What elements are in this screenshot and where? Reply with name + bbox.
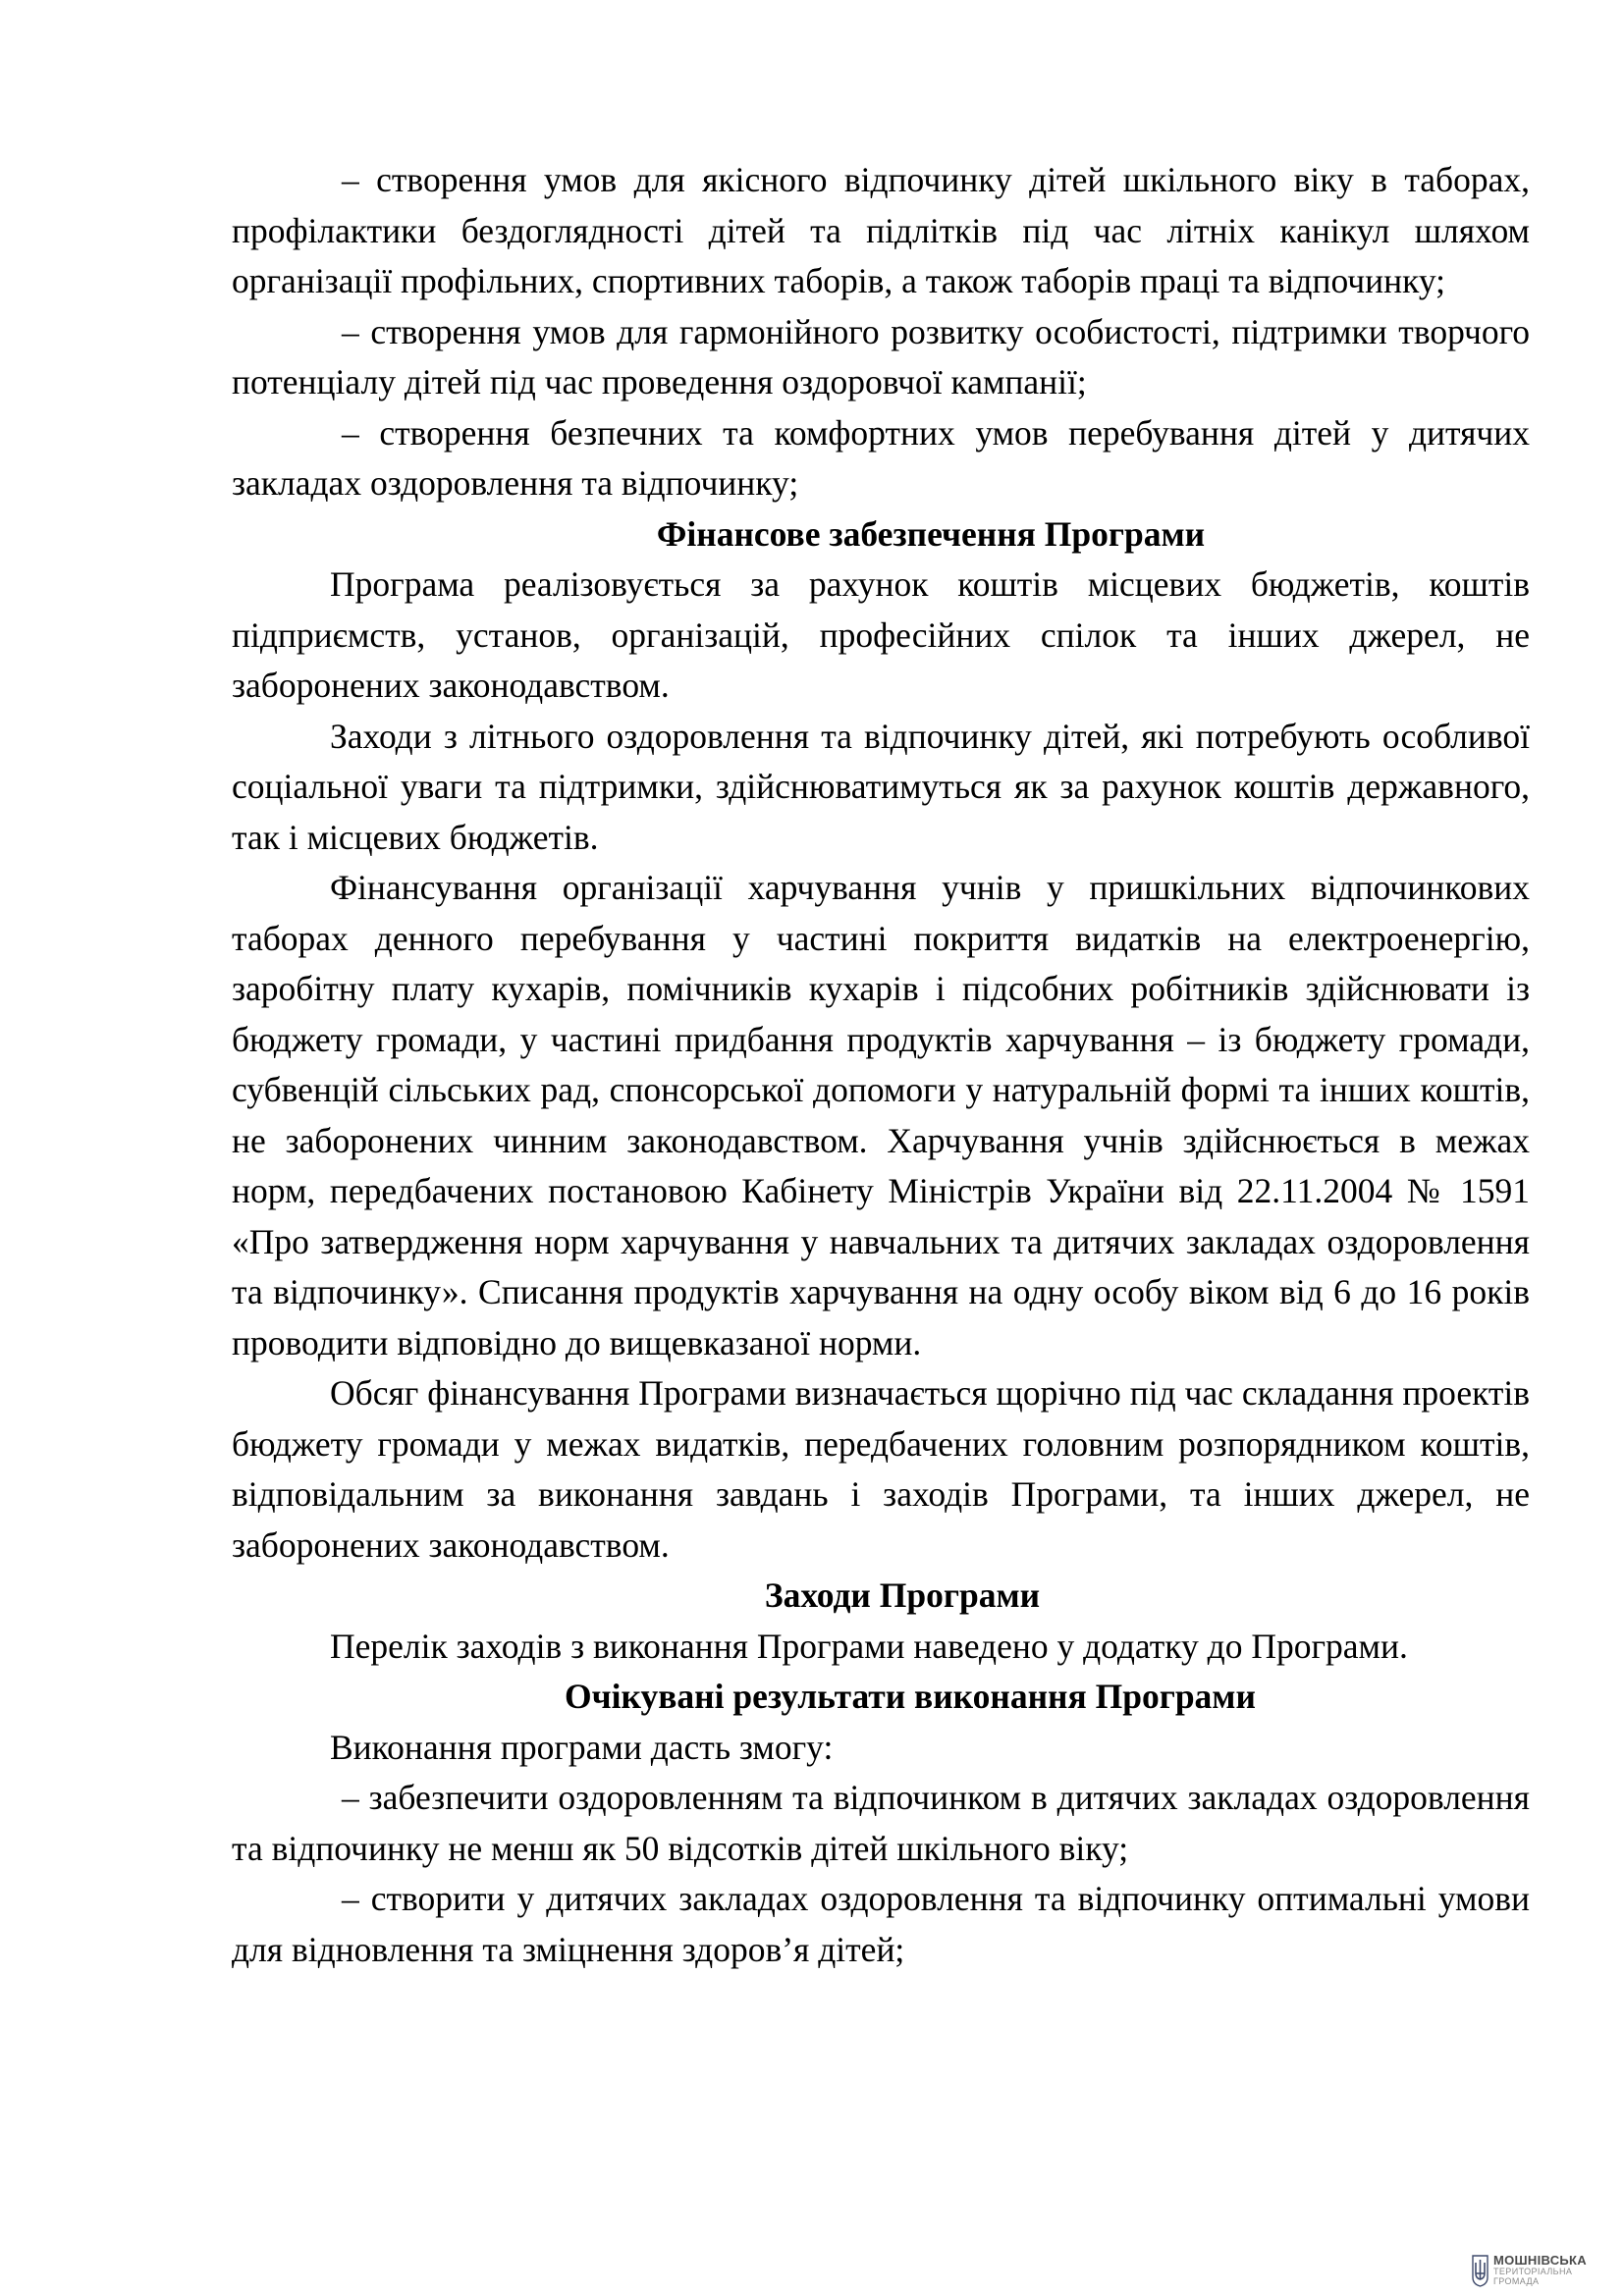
financing-heading: Фінансове забезпечення Програми xyxy=(656,513,1206,554)
financing-paragraph-4: Обсяг фінансування Програми визначається щорічно під час складання проектів бюджету громади у межах видатків, передбачених головним розпорядником коштів, відповідальним за виконання завдань і заходів Програми, та інших джерел, не заборонених законодавством. xyxy=(232,1373,1530,1565)
intro-item-3: – створення безпечних та комфортних умов перебування дітей у дитячих закладах оздоровлення та відпочинку; xyxy=(232,412,1530,503)
measures-heading: Заходи Програми xyxy=(764,1575,1041,1615)
trident-emblem-icon xyxy=(1472,2254,1489,2287)
logo-line-3: ГРОМАДА xyxy=(1493,2276,1540,2286)
logo-line-1: МОШНІВСЬКА xyxy=(1493,2253,1587,2268)
results-heading: Очікувані результати виконання Програми xyxy=(565,1677,1256,1716)
logo-line-2: ТЕРИТОРІАЛЬНА xyxy=(1493,2267,1573,2276)
results-lead: Виконання програми дасть змогу: xyxy=(330,1727,834,1767)
financing-paragraph-2: Заходи з літнього оздоровлення та відпочинку дітей, які потребують особливої соціальної уваги та підтримки, здійснюватимуться як за рахунок коштів державного, так і місцевих бюджетів. xyxy=(232,716,1530,857)
results-item-2: – створити у дитячих закладах оздоровлення та відпочинку оптимальні умови для відновлення та зміцнення здоров’я дітей; xyxy=(232,1879,1530,1969)
measures-text: Перелік заходів з виконання Програми наведено у додатку до Програми. xyxy=(330,1626,1408,1666)
community-logo xyxy=(1472,2254,1587,2287)
intro-item-1: – створення умов для якісного відпочинку дітей шкільного віку в таборах, профілактики бездоглядності дітей та підлітків під час літніх канікул шляхом організації профільних, спортивних таборів, а також таборів праці та відпочинку; xyxy=(232,160,1530,300)
results-item-1: – забезпечити оздоровленням та відпочинком в дитячих закладах оздоровлення та відпочинку не менш як 50 відсотків дітей шкільного віку; xyxy=(232,1778,1530,1868)
financing-paragraph-3: Фінансування організації харчування учнів у пришкільних відпочинкових таборах денного перебування у частині покриття видатків на електроенергію, заробітну плату кухарів, помічників кухарів і підсобних робітників здійснювати із бюджету громади, у частині придбання продуктів харчування – із бюджету громади, субвенцій сільських рад, спонсорської допомоги у натуральній формі та інших коштів, не заборонених чинним законодавством. Харчування учнів здійснюється в межах норм, передбачених постановою Кабінету Міністрів України від 22.11.2004 № 1591 «Про затвердження норм харчування у навчальних та дитячих закладах оздоровлення та відпочинку». Списання продуктів харчування на одну особу віком від 6 до 16 років проводити відповідно до вищевказаної норми. xyxy=(232,868,1530,1362)
intro-item-2: – створення умов для гармонійного розвитку особистості, підтримки творчого потенціалу дітей під час проведення оздоровчої кампанії; xyxy=(232,311,1530,401)
document-page xyxy=(232,155,1530,1975)
financing-paragraph-1: Програма реалізовується за рахунок коштів місцевих бюджетів, коштів підприємств, установ, організацій, професійних спілок та інших джерел, не заборонених законодавством. xyxy=(232,564,1530,705)
